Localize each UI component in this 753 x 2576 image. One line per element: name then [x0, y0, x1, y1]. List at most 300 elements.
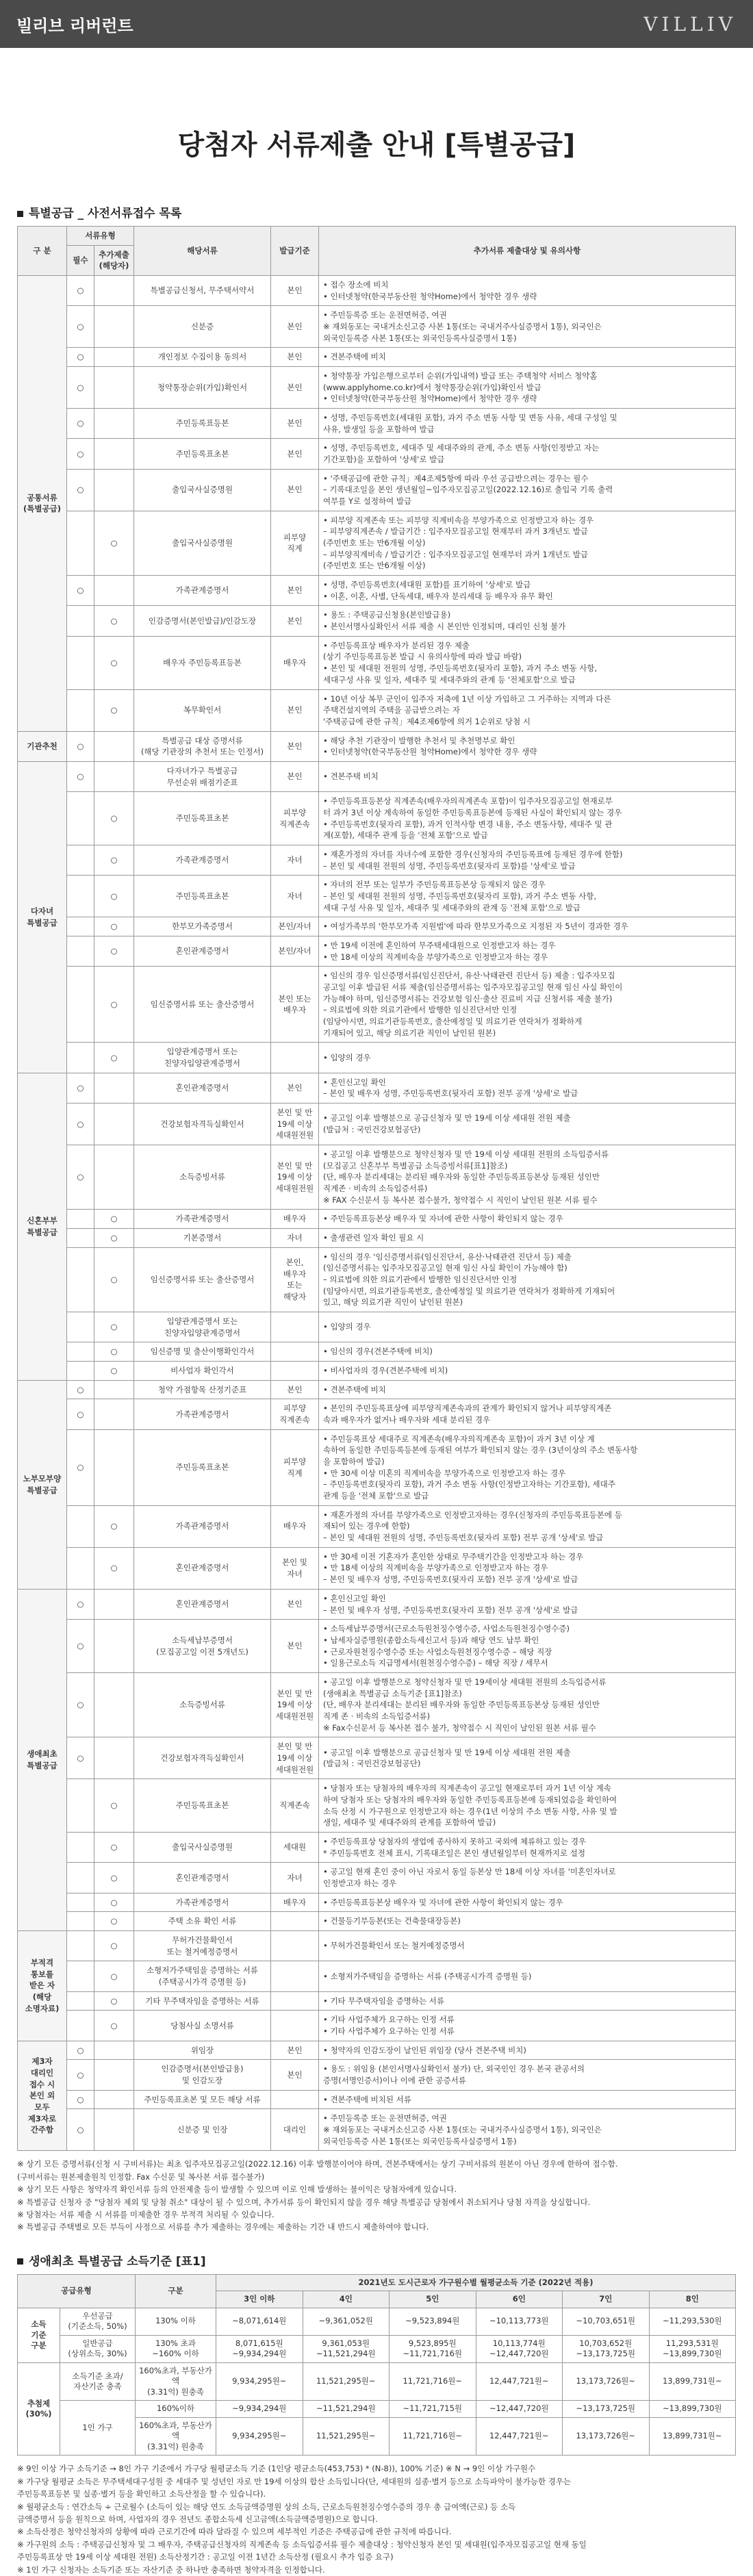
- extra-mark: [94, 2109, 134, 2151]
- extra-mark: [94, 409, 134, 439]
- income-value: ~8,071,614원: [216, 2308, 303, 2335]
- table-row: [18, 606, 736, 636]
- issuer: [271, 1991, 319, 2011]
- extra-mark: [94, 576, 134, 606]
- doc-name: 혼인관계증명서: [134, 1073, 271, 1103]
- info-text: • 재혼가정의 자녀를 자녀수에 포함한 경우(신청자의 주민등록표에 등재된 경우에 한함) – 본인 및 세대원 전원의 성명, 주민등록번호(뒷자리 포함)를 '상세'로 발급: [319, 845, 736, 875]
- must-mark: ○: [67, 2109, 94, 2151]
- income-col-household: 6인: [476, 2291, 563, 2308]
- col-doc: 해당서류: [134, 227, 271, 276]
- issuer: 세대원: [271, 1832, 319, 1862]
- doc-name: 복무확인서: [134, 689, 271, 731]
- must-mark: ○: [67, 2041, 94, 2060]
- issuer: 본인/자녀: [271, 936, 319, 966]
- table-row: [18, 1832, 736, 1862]
- info-text: • 주민등록표등본상 배우자 및 자녀에 관한 사항이 확인되지 않는 경우: [319, 1210, 736, 1229]
- doc-name: 입양관계증명서 또는 친양자입양관계증명서: [134, 1312, 271, 1342]
- info-text: • 소형저가주택임을 증명하는 서류 (주택공시가격 증명원 등): [319, 1961, 736, 1991]
- extra-mark: [94, 1589, 134, 1619]
- income-value: ~11,521,294원: [303, 2401, 390, 2418]
- issuer: 본인: [271, 1073, 319, 1103]
- must-mark: ○: [67, 439, 94, 469]
- info-text: • 용도 : 주택공급신청용(본인발급용) • 본인서명사실확인서 서류 제출 시 본인만 인정되며, 대리인 신청 불가: [319, 606, 736, 636]
- doc-name: 출입국사실증명원: [134, 511, 271, 575]
- income-subgroup: 우선공급 (기준소득, 50%): [60, 2308, 136, 2335]
- doc-name: 소득증빙서류: [134, 1672, 271, 1737]
- issuer: 피부양 직계: [271, 1429, 319, 1505]
- must-mark: [67, 876, 94, 917]
- info-text: • 무허가건물확인서 또는 철거예정증명서: [319, 1930, 736, 1961]
- income-value: 11,521,295원~: [303, 2362, 390, 2401]
- must-mark: [67, 1229, 94, 1248]
- info-text: • 공고일 현재 혼인 중이 아닌 자로서 동일 등본상 만 18세 이상 자녀를 '미혼인자녀로 인정받고자 하는 경우: [319, 1863, 736, 1893]
- must-mark: [67, 1505, 94, 1547]
- extra-mark: ○: [94, 1043, 134, 1073]
- issuer: 피부양 직계존속: [271, 792, 319, 845]
- issuer: 본인: [271, 2041, 319, 2060]
- doc-name: 무허가건물확인서 또는 철거예정증명서: [134, 1930, 271, 1961]
- doc-name: 임신증명서류 또는 출산증명서: [134, 967, 271, 1043]
- col-gubun: 구 분: [18, 227, 67, 276]
- must-mark: [67, 1912, 94, 1931]
- extra-mark: ○: [94, 2011, 134, 2041]
- income-percent: 160%초과, 부동산가액 (3.31억) 원충족: [136, 2362, 216, 2401]
- extra-mark: ○: [94, 1832, 134, 1862]
- must-mark: ○: [67, 1589, 94, 1619]
- must-mark: ○: [67, 731, 94, 761]
- income-row: [18, 2308, 736, 2335]
- issuer: 본인: [271, 1589, 319, 1619]
- info-text: • 소득세납부증명서(근로소득원천징수영수증, 사업소득원천징수영수증) • 납세자실증명원(종합소득세신고서 등)과 해당 연도 납부 확인 • 근로자원천징수영수증 또는 사업소득원천징수영수증 – 해당 직장 • 일용근로소득 지급명세서(원천징수영수증) – 해당 직장 / 세무서: [319, 1620, 736, 1673]
- doc-name: 청약통장순위(가입)확인서: [134, 367, 271, 409]
- extra-mark: ○: [94, 1362, 134, 1381]
- table-row: [18, 1620, 736, 1673]
- doc-name: 주민등록표초본 및 모든 해당 서류: [134, 2090, 271, 2109]
- doc-name: 인감증명서(본인발급)/인감도장: [134, 606, 271, 636]
- villiv-logo: VILLIV: [643, 12, 737, 36]
- table-row: [18, 511, 736, 575]
- col-info: 추가서류 제출대상 및 유의사항: [319, 227, 736, 276]
- must-mark: [67, 967, 94, 1043]
- must-mark: [67, 917, 94, 936]
- extra-mark: [94, 1620, 134, 1673]
- extra-mark: [94, 2090, 134, 2109]
- extra-mark: [94, 348, 134, 367]
- income-value: 9,934,295원~: [216, 2417, 303, 2456]
- issuer: 자녀: [271, 1229, 319, 1248]
- table-row: [18, 1737, 736, 1779]
- info-text: • 견본주택 비치: [319, 761, 736, 791]
- group-label: 기관추천: [18, 731, 67, 761]
- income-value: ~9,523,894원: [390, 2308, 476, 2335]
- income-col-household: 8인: [649, 2291, 736, 2308]
- table-row: [18, 1229, 736, 1248]
- documents-footnotes: ※ 상기 모든 증명서류(신청 시 구비서류)는 최초 입주자모집공고일(2022.12.16) 이후 발행분이어야 하며, 견본주택에서는 상기 구비서류의 원본이 아닌 경우에 한하여 접수함. (구비서류는 원본제출원칙 인정함. Fax 수신문 및 복사본 서류 접수불가) ※ 상기 모든 사항은 청약자격 확인서류 등의 안전제출 등이 발생할 수 있으며 이로 인해 발생하는 불이익은 당첨자에게 있습니다. ※ 특별공급 신청자 중 "당첨자 제외 및 당첨 취소" 대상이 될 수 있으며, 추가서류 등이 확인되지 않을 경우 해당 특별공급 당첨에서 취소되거나 당첨 자격을 상실합니다. ※ 당첨자는 서류 제출 시 서류를 미제출한 경우 부적격 처리될 수 있습니다. ※ 특별공급 주택별로 모든 부득이 사정으로 서류를 추가 제출하는 경우에는 제출하는 기간 내 반드시 제출하여야 합니다.: [17, 2159, 618, 2232]
- doc-name: 당첨사실 소명서류: [134, 2011, 271, 2041]
- income-value: ~11,293,530원: [649, 2308, 736, 2335]
- info-text: • 주민등록표상 당첨자의 생업에 종사하지 못하고 국외에 체류하고 있는 경우 * 주민등록번호 전체 표시, 기록대조일은 본인 생년월일부터 현재까지로 설정: [319, 1832, 736, 1862]
- doc-name: 주민등록표등본: [134, 409, 271, 439]
- info-text: • 공고일 이후 발행분으로 청약신청자 및 만 19세이상 세대원 전원의 소득입증서류 (생애최초 특별공급 소득기준 [표1]참조) (단, 배우자 분리세대는 분리된 배우자와 동일한 주민등록표등본상 등재된 성인만 직계 존 · 비속의 소득입증서류) ※ Fax수신문서 등 복사본 접수 불가, 청약접수 시 직인이 날인된 원본 서류 필수: [319, 1672, 736, 1737]
- extra-mark: ○: [94, 1779, 134, 1833]
- info-text: • 혼인신고일 확인 – 본인 및 배우자 성명, 주민등록번호(뒷자리 포함) 전부 공개 '상세'로 발급: [319, 1073, 736, 1103]
- extra-mark: [94, 731, 134, 761]
- income-subgroup: 소득기준 초과/ 자산기준 충족: [60, 2362, 136, 2401]
- doc-name: 다자녀가구 특별공급 무선순위 배점기준표: [134, 761, 271, 791]
- extra-mark: ○: [94, 1912, 134, 1931]
- income-col-household: 7인: [563, 2291, 650, 2308]
- issuer: 본인: [271, 348, 319, 367]
- doc-name: 주민등록표초본: [134, 1429, 271, 1505]
- income-value: ~10,703,651원: [563, 2308, 650, 2335]
- group-label: 신혼부부 특별공급: [18, 1073, 67, 1380]
- income-value: ~9,934,294원: [216, 2401, 303, 2418]
- doc-name: 주민등록표초본: [134, 792, 271, 845]
- doc-name: 가족관계증명서: [134, 1893, 271, 1912]
- must-mark: ○: [67, 1145, 94, 1210]
- income-value: ~13,173,725원: [563, 2401, 650, 2418]
- income-percent: 160%초과, 부동산가액 (3.31억) 원충족: [136, 2417, 216, 2456]
- income-col-household: 4인: [303, 2291, 390, 2308]
- extra-mark: ○: [94, 636, 134, 689]
- must-mark: [67, 1043, 94, 1073]
- extra-mark: ○: [94, 792, 134, 845]
- income-col-gubun: 구분: [136, 2274, 216, 2308]
- must-mark: [67, 1362, 94, 1381]
- extra-mark: [94, 1737, 134, 1779]
- extra-mark: ○: [94, 689, 134, 731]
- income-value: 11,721,716원~: [390, 2362, 476, 2401]
- doc-name: 건강보험자격득실확인서: [134, 1737, 271, 1779]
- doc-name: 임신증명 및 출산이행확인각서: [134, 1342, 271, 1362]
- doc-name: 가족관계증명서: [134, 576, 271, 606]
- info-text: • 혼인신고일 확인 – 본인 및 배우자 성명, 주민등록번호(뒷자리 포함) 전부 공개 '상세'로 발급: [319, 1589, 736, 1619]
- must-mark: [67, 1247, 94, 1312]
- info-text: • '주택공급에 관한 규칙」제4조제5항에 따라 우선 공급받으려는 경우는 필수 – 기록대조일을 본인 생년월일~입주자모집공고일(2022.12.16)로 출입국 기록 출력 여부를 Y로 설정하여 발급: [319, 469, 736, 511]
- doc-name: 배우자 주민등록표등본: [134, 636, 271, 689]
- table-row: [18, 1380, 736, 1399]
- bullet-square-icon: [17, 2258, 23, 2265]
- issuer: 본인: [271, 276, 319, 306]
- extra-mark: [94, 1672, 134, 1737]
- extra-mark: [94, 1380, 134, 1399]
- table-row: [18, 1779, 736, 1833]
- doc-name: 개인정보 수집이용 동의서: [134, 348, 271, 367]
- section-title-income: 생애최초 특별공급 소득기준 [표1]: [17, 2252, 736, 2269]
- info-text: • 주민등록표등본상 배우자 및 자녀에 관한 사항이 확인되지 않는 경우: [319, 1893, 736, 1912]
- issuer: 본인: [271, 761, 319, 791]
- extra-mark: [94, 276, 134, 306]
- must-mark: [67, 1991, 94, 2011]
- must-mark: ○: [67, 576, 94, 606]
- income-value: 8,071,615원 ~9,934,294원: [216, 2335, 303, 2362]
- doc-name: 주택 소유 확인 서류: [134, 1912, 271, 1931]
- must-mark: [67, 1779, 94, 1833]
- issuer: [271, 1312, 319, 1342]
- extra-mark: [94, 439, 134, 469]
- must-mark: ○: [67, 1399, 94, 1429]
- info-text: • 피부양 직계존속 또는 피부양 직계비속을 부양가족으로 인정받고자 하는 경우 – 피부양직계존속 / 발급기간 : 입주자모집공고일 현재부터 과거 3개년도 발급 (주민번호 또는 만6개월 이상) – 피부양직계비속 / 발급기간 : 입주자모집공고일 현재부터 과거 1개년도 발급 (주민번호 또는 만6개월 이상): [319, 511, 736, 575]
- must-mark: ○: [67, 1073, 94, 1103]
- issuer: [271, 2090, 319, 2109]
- issuer: 본인: [271, 576, 319, 606]
- table-row: [18, 1247, 736, 1312]
- income-value: 12,447,721원~: [476, 2417, 563, 2456]
- table-row: [18, 1145, 736, 1210]
- info-text: • 해당 추천 기관장이 발행한 추천서 및 추천명부로 확인 • 인터넷청약(한국부동산원 청약Home)에서 청약한 경우 생략: [319, 731, 736, 761]
- income-value: ~13,899,730원: [649, 2401, 736, 2418]
- must-mark: [67, 936, 94, 966]
- table-row: [18, 2041, 736, 2060]
- table-row: [18, 469, 736, 511]
- must-mark: [67, 1342, 94, 1362]
- doc-name: 혼인관계증명서: [134, 1547, 271, 1589]
- issuer: 본인: [271, 1380, 319, 1399]
- table-row: [18, 1912, 736, 1931]
- group-label: 생애최초 특별공급: [18, 1589, 67, 1930]
- extra-mark: [94, 2060, 134, 2090]
- doc-name: 출입국사실증명원: [134, 1832, 271, 1862]
- must-mark: ○: [67, 1737, 94, 1779]
- info-text: • 주민등록표상 배우자가 분리된 경우 제출 (상기 주민등록표등본 발급 시 유의사항에 따라 발급 바람) • 본인 및 세대원 전원의 성명, 주민등록번호(뒷자리 포함), 과거 주소 변동 사항, 세대구성 사유 및 일자, 세대주 및 세대주와의 관계 등 '전체포함'으로 발급: [319, 636, 736, 689]
- table-row: [18, 636, 736, 689]
- doc-name: 가족관계증명서: [134, 1399, 271, 1429]
- table-row: [18, 731, 736, 761]
- income-col-household: 5인: [390, 2291, 476, 2308]
- must-mark: ○: [67, 367, 94, 409]
- table-row: [18, 876, 736, 917]
- income-value: 11,293,531원 ~13,899,730원: [649, 2335, 736, 2362]
- doc-name: 주민등록표초본: [134, 876, 271, 917]
- page-title: 당첨자 서류제출 안내 [특별공급]: [177, 129, 576, 161]
- issuer: [271, 2011, 319, 2041]
- income-value: ~11,721,715원: [390, 2401, 476, 2418]
- info-text: • 기타 사업주체가 요구하는 인정 서류 • 기타 사업주체가 요구하는 인정 서류: [319, 2011, 736, 2041]
- issuer: 자녀: [271, 1863, 319, 1893]
- issuer: 본인/자녀: [271, 917, 319, 936]
- doc-name: 혼인관계증명서: [134, 1589, 271, 1619]
- doc-name: 소형저가주택임을 증명하는 서류 (주택공시가격 증명원 등): [134, 1961, 271, 1991]
- must-mark: [67, 689, 94, 731]
- income-value: ~9,361,052원: [303, 2308, 390, 2335]
- info-text: • 주민등록증 또는 운전면허증, 여권 ※ 재외동포는 국내거소신고증 사본 1통(또는 국내거주사실증명서 1통), 외국인은 외국인등록증 사본 1통(또는 외국인등록사실증명서 1통): [319, 306, 736, 348]
- doc-name: 가족관계증명서: [134, 1210, 271, 1229]
- income-value: 9,934,295원~: [216, 2362, 303, 2401]
- issuer: 본인: [271, 306, 319, 348]
- issuer: 피부양 직계: [271, 511, 319, 575]
- extra-mark: ○: [94, 1961, 134, 1991]
- table-row: [18, 1399, 736, 1429]
- doc-name: 가족관계증명서: [134, 845, 271, 875]
- extra-mark: ○: [94, 1893, 134, 1912]
- income-row: [18, 2362, 736, 2401]
- issuer: 본인 및 만 19세 이상 세대원전원: [271, 1145, 319, 1210]
- extra-mark: ○: [94, 967, 134, 1043]
- table-row: [18, 1429, 736, 1505]
- doc-name: 특별공급 대상 증명서류 (해당 기관장의 추천서 또는 인정서): [134, 731, 271, 761]
- extra-mark: [94, 469, 134, 511]
- issuer: 본인: [271, 409, 319, 439]
- table-row: [18, 917, 736, 936]
- table-row: [18, 1991, 736, 2011]
- doc-name: 소득증빙서류: [134, 1145, 271, 1210]
- doc-name: 출입국사실증명원: [134, 469, 271, 511]
- extra-mark: [94, 2041, 134, 2060]
- group-label: 다자녀 특별공급: [18, 761, 67, 1073]
- info-text: • 자녀의 전부 또는 일부가 주민등록표등본상 등재되지 않은 경우 – 본인 및 세대원 전원의 성명, 주민등록번호(뒷자리 포함), 과거 주소 변동 사항, 세대 구성 사유 및 일자, 세대주 및 세대주와의 관계 등 '전체 포함'으로 발급: [319, 876, 736, 917]
- info-text: • 임신의 경우 '임신증명서류(임신진단서, 유산·낙태관련 진단서 등) 제출 (임신증명서류는 입주자모집공고일 현재 임신 사실 확인이 가능해야 함) – 의료법에 의한 의료기관에서 발행한 임신진단서만 인정 (임당아시면, 의료기관등록번호, 출산예정일 및 의료기관 연락처가 정확하게 기재되어 있고, 해당 의료기관 직인이 날인된 원본): [319, 1247, 736, 1312]
- issuer: 본인: [271, 606, 319, 636]
- issuer: 본인 또는 배우자: [271, 967, 319, 1043]
- issuer: 본인: [271, 469, 319, 511]
- extra-mark: ○: [94, 1505, 134, 1547]
- info-text: • 기타 무주택자임을 증명하는 서류: [319, 1991, 736, 2011]
- info-text: • 공고일 이후 발행분으로 청약신청자 및 만 19세 이상 세대원 전원의 소득입증서류 (모집공고 신혼부부 특별공급 소득증빙서류[표1]참조) (단, 배우자 분리세대는 분리된 배우자와 동일한 주민등록표등본상 등재된 성인만 직계존 · 비속의 소득입증서류) ※ FAX 수신문서 등 복사본 접수불가, 청약접수 시 직인이 날인된 원본 서류 필수: [319, 1145, 736, 1210]
- table-row: [18, 845, 736, 875]
- info-text: • 주민등록증 또는 운전면허증, 여권 ※ 재외동포는 국내거소신고증 사본 1통(또는 국내거주사실증명서 1통), 외국인은 외국인등록증 사본 1통(또는 외국인등록사실증명서 1통): [319, 2109, 736, 2151]
- table-row: [18, 576, 736, 606]
- doc-name: 가족관계증명서: [134, 1505, 271, 1547]
- table-row: [18, 1893, 736, 1912]
- income-group: 추첨제 (30%): [18, 2362, 60, 2456]
- col-issuer: 발급기준: [271, 227, 319, 276]
- table-row: [18, 367, 736, 409]
- issuer: 본인, 배우자 또는 해당자: [271, 1247, 319, 1312]
- must-mark: [67, 511, 94, 575]
- table-row: [18, 1863, 736, 1893]
- income-row: [18, 2335, 736, 2362]
- table-row: [18, 1210, 736, 1229]
- info-text: • 입양의 경우: [319, 1312, 736, 1342]
- income-value: ~10,113,773원: [476, 2308, 563, 2335]
- table-row: [18, 1362, 736, 1381]
- income-value: 10,113,774원 ~12,447,720원: [476, 2335, 563, 2362]
- must-mark: ○: [67, 1103, 94, 1145]
- table-row: [18, 1073, 736, 1103]
- issuer: [271, 1961, 319, 1991]
- must-mark: ○: [67, 1429, 94, 1505]
- info-text: • 비사업자의 경우(견본주택에 비치): [319, 1362, 736, 1381]
- income-row: [18, 2401, 736, 2418]
- issuer: 자녀: [271, 876, 319, 917]
- table-row: [18, 689, 736, 731]
- info-text: • 만 19세 이전에 혼인하여 무주택세대원으로 인정받고자 하는 경우 • 만 18세 이상의 직계비속을 부양가족으로 인정받고자 하는 경우: [319, 936, 736, 966]
- info-text: • 공고일 이후 발행분으로 공급신청자 및 만 19세 이상 세대원 전원 제출 (발급처 : 국민건강보험공단): [319, 1103, 736, 1145]
- table-row: [18, 1672, 736, 1737]
- group-label: 제3자 대리인 접수 시 본인 외 모두 제3자로 간주함: [18, 2041, 67, 2151]
- income-percent: 130% 초과 ~160% 이하: [136, 2335, 216, 2362]
- table-row: [18, 2090, 736, 2109]
- table-row: [18, 1961, 736, 1991]
- extra-mark: [94, 1145, 134, 1210]
- group-label: 부적격 통보를 받은 자 (해당 소명자료): [18, 1930, 67, 2041]
- income-value: ~12,447,720원: [476, 2401, 563, 2418]
- doc-name: 비사업자 확인각서: [134, 1362, 271, 1381]
- table-row: [18, 1312, 736, 1342]
- table-row: [18, 439, 736, 469]
- extra-mark: ○: [94, 606, 134, 636]
- doc-name: 신분증: [134, 306, 271, 348]
- issuer: 본인: [271, 367, 319, 409]
- must-mark: [67, 606, 94, 636]
- doc-name: 청약 가점항목 산정기준표: [134, 1380, 271, 1399]
- doc-name: 특별공급신청서, 무주택서약서: [134, 276, 271, 306]
- info-text: • 건물등기부등본(또는 건축물대장등본): [319, 1912, 736, 1931]
- income-value: 13,899,731원~: [649, 2362, 736, 2401]
- info-text: • 임신의 경우(견본주택에 비치): [319, 1342, 736, 1362]
- doc-name: 한부모가족증명서: [134, 917, 271, 936]
- extra-mark: ○: [94, 1342, 134, 1362]
- table-row: [18, 2060, 736, 2090]
- must-mark: ○: [67, 1380, 94, 1399]
- issuer: 본인 및 만 19세 이상 세대원전원: [271, 1737, 319, 1779]
- doc-name: 혼인관계증명서: [134, 936, 271, 966]
- must-mark: ○: [67, 306, 94, 348]
- income-value: 10,703,652원 ~13,173,725원: [563, 2335, 650, 2362]
- table-row: [18, 1547, 736, 1589]
- info-text: • 출생관련 일자 확인 필요 시: [319, 1229, 736, 1248]
- extra-mark: ○: [94, 1247, 134, 1312]
- documents-table: [17, 226, 736, 2151]
- income-value: 11,521,295원~: [303, 2417, 390, 2456]
- issuer: 본인: [271, 689, 319, 731]
- section-title-documents: 특별공급 _ 사전서류접수 목록: [17, 203, 736, 220]
- table-row: [18, 1043, 736, 1073]
- issuer: 배우자: [271, 1505, 319, 1547]
- must-mark: [67, 2011, 94, 2041]
- doc-name: 위임장: [134, 2041, 271, 2060]
- must-mark: ○: [67, 469, 94, 511]
- income-caption: 2021년도 도시근로자 가구원수별 월평균소득 기준 (2022년 적용): [216, 2274, 736, 2291]
- must-mark: ○: [67, 409, 94, 439]
- info-text: • 당첨자 또는 당첨자의 배우자의 직계존속이 공고일 현재로부터 과거 1년 이상 계속 하여 당첨자 또는 당첨자의 배우자와 동일한 주민등록표등본에 등재되었음을 확인하여 소득 산정 시 가구원으로 인정받고자 하는 경우(1년 이상의 주소 변동 사항, 사유 및 발 생일, 세대주 및 세대주와의 관계를 포함하여 발급): [319, 1779, 736, 1833]
- must-mark: ○: [67, 1620, 94, 1673]
- income-col-household: 3인 이하: [216, 2291, 303, 2308]
- doc-name: 입양관계증명서 또는 친양자입양관계증명서: [134, 1043, 271, 1073]
- extra-mark: ○: [94, 1930, 134, 1961]
- issuer: 본인: [271, 439, 319, 469]
- col-extra: 추가제출 (해당자): [94, 245, 134, 275]
- must-mark: [67, 1893, 94, 1912]
- table-row: [18, 306, 736, 348]
- must-mark: ○: [67, 348, 94, 367]
- extra-mark: [94, 367, 134, 409]
- income-value: 9,523,895원 ~11,721,716원: [390, 2335, 476, 2362]
- must-mark: [67, 845, 94, 875]
- income-percent: 160%이하: [136, 2401, 216, 2418]
- issuer: 배우자: [271, 1210, 319, 1229]
- income-percent: 130% 이하: [136, 2308, 216, 2335]
- info-text: • 입양의 경우: [319, 1043, 736, 1073]
- extra-mark: [94, 761, 134, 791]
- table-row: [18, 1589, 736, 1619]
- extra-mark: ○: [94, 1991, 134, 2011]
- table-row: [18, 792, 736, 845]
- must-mark: [67, 1863, 94, 1893]
- extra-mark: ○: [94, 845, 134, 875]
- must-mark: ○: [67, 2090, 94, 2109]
- income-value: 13,173,726원~: [563, 2362, 650, 2401]
- must-mark: ○: [67, 761, 94, 791]
- extra-mark: [94, 1073, 134, 1103]
- issuer: [271, 1342, 319, 1362]
- doc-name: 신분증 및 인장: [134, 2109, 271, 2151]
- table-row: [18, 276, 736, 306]
- extra-mark: ○: [94, 1210, 134, 1229]
- doc-name: 주민등록표초본: [134, 439, 271, 469]
- must-mark: [67, 1832, 94, 1862]
- extra-mark: ○: [94, 1312, 134, 1342]
